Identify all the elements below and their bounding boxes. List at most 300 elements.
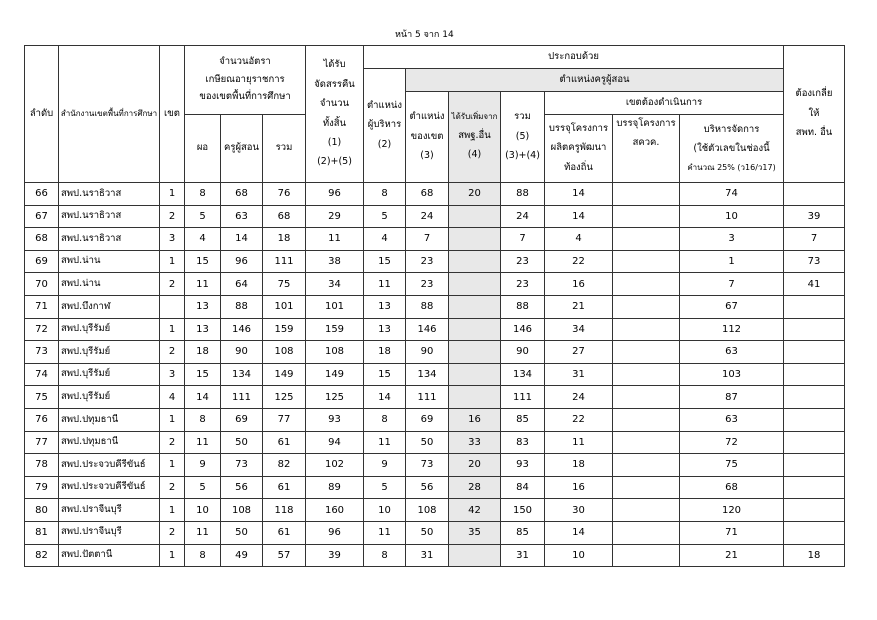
cell-zone-pos: 88 [406, 295, 449, 318]
cell-sum: 23 [501, 250, 545, 273]
cell-local: 4 [545, 228, 613, 251]
header-from-other-line-3: (4) [467, 149, 482, 161]
cell-office: สพป.นราธิวาส [59, 183, 160, 206]
cell-allocated: 108 [306, 341, 364, 364]
cell-office: สพป.ประจวบคีรีขันธ์ [59, 476, 160, 499]
cell-manage: 120 [680, 499, 784, 522]
cell-total: 61 [263, 476, 306, 499]
cell-director: 13 [185, 295, 221, 318]
header-redistribute-line-2: ให้ [808, 107, 820, 119]
cell-zone-pos: 68 [406, 183, 449, 206]
header-sum-line-2: (5) [515, 130, 530, 142]
cell-sum: 24 [501, 205, 545, 228]
cell-from-other [449, 228, 501, 251]
cell-from-other [449, 363, 501, 386]
cell-no: 66 [25, 183, 59, 206]
cell-zone: 1 [160, 408, 185, 431]
table-body [25, 183, 845, 567]
cell-zone-pos: 23 [406, 273, 449, 296]
cell-sakhw [613, 250, 680, 273]
cell-total: 68 [263, 205, 306, 228]
cell-zone: 2 [160, 205, 185, 228]
cell-teacher: 63 [221, 205, 263, 228]
cell-zone: 4 [160, 386, 185, 409]
cell-no: 82 [25, 544, 59, 567]
cell-admin: 13 [364, 295, 406, 318]
allocation-table [24, 45, 845, 567]
cell-sum: 88 [501, 295, 545, 318]
cell-total: 82 [263, 454, 306, 477]
header-sakhw-line-1: บรรจุโครงการ [616, 118, 676, 129]
cell-sum: 84 [501, 476, 545, 499]
cell-manage: 21 [680, 544, 784, 567]
table-row [25, 454, 845, 477]
cell-total: 149 [263, 363, 306, 386]
table-row [25, 521, 845, 544]
cell-from-other: 28 [449, 476, 501, 499]
cell-office: สพป.บุรีรัมย์ [59, 363, 160, 386]
cell-redistribute [784, 363, 845, 386]
cell-sum: 111 [501, 386, 545, 409]
cell-total: 57 [263, 544, 306, 567]
cell-no: 74 [25, 363, 59, 386]
header-allocated [306, 46, 364, 183]
cell-sum: 150 [501, 499, 545, 522]
cell-redistribute [784, 295, 845, 318]
header-allocated-line-5: (1) [327, 136, 342, 148]
header-from-other-line-1: ได้รับเพิ่มจาก [451, 112, 498, 122]
cell-manage: 63 [680, 408, 784, 431]
cell-sum: 31 [501, 544, 545, 567]
cell-total: 61 [263, 431, 306, 454]
cell-admin: 8 [364, 544, 406, 567]
header-zone-position [406, 92, 449, 183]
cell-manage: 103 [680, 363, 784, 386]
header-sum [501, 92, 545, 183]
cell-redistribute: 18 [784, 544, 845, 567]
cell-allocated: 160 [306, 499, 364, 522]
cell-manage: 67 [680, 295, 784, 318]
cell-manage: 68 [680, 476, 784, 499]
cell-local: 14 [545, 205, 613, 228]
table-row [25, 273, 845, 296]
cell-zone: 3 [160, 363, 185, 386]
cell-total: 77 [263, 408, 306, 431]
cell-zone-pos: 134 [406, 363, 449, 386]
cell-redistribute: 39 [784, 205, 845, 228]
header-admin-line-3: (2) [377, 138, 392, 150]
cell-director: 11 [185, 273, 221, 296]
cell-teacher: 73 [221, 454, 263, 477]
cell-office: สพป.ปราจีนบุรี [59, 499, 160, 522]
cell-director: 15 [185, 363, 221, 386]
cell-from-other [449, 250, 501, 273]
cell-sakhw [613, 544, 680, 567]
cell-manage: 1 [680, 250, 784, 273]
cell-local: 21 [545, 295, 613, 318]
cell-local: 14 [545, 183, 613, 206]
cell-no: 72 [25, 318, 59, 341]
cell-zone: 1 [160, 183, 185, 206]
cell-sakhw [613, 341, 680, 364]
cell-director: 11 [185, 521, 221, 544]
cell-no: 80 [25, 499, 59, 522]
cell-zone-pos: 73 [406, 454, 449, 477]
cell-zone: 2 [160, 431, 185, 454]
cell-admin: 13 [364, 318, 406, 341]
cell-no: 76 [25, 408, 59, 431]
cell-admin: 5 [364, 476, 406, 499]
cell-sum: 93 [501, 454, 545, 477]
cell-sakhw [613, 454, 680, 477]
header-retire-line-1: จำนวนอัตรา [219, 56, 271, 68]
cell-director: 10 [185, 499, 221, 522]
cell-sakhw [613, 408, 680, 431]
cell-sum: 85 [501, 521, 545, 544]
cell-redistribute [784, 386, 845, 409]
cell-sakhw [613, 228, 680, 251]
cell-redistribute: 41 [784, 273, 845, 296]
header-admin [364, 69, 406, 183]
header-teacher-position: ตำแหน่งครูผู้สอน [406, 69, 784, 92]
cell-zone-pos: 7 [406, 228, 449, 251]
cell-manage: 87 [680, 386, 784, 409]
cell-sum: 23 [501, 273, 545, 296]
header-retire-teacher: ครูผู้สอน [221, 115, 263, 183]
cell-director: 8 [185, 183, 221, 206]
cell-admin: 11 [364, 521, 406, 544]
header-zone-position-line-1: ตำแหน่ง [409, 111, 445, 123]
header-redistribute-line-1: ต้องเกลี่ย [795, 88, 833, 100]
cell-sakhw [613, 431, 680, 454]
cell-director: 8 [185, 544, 221, 567]
cell-from-other [449, 205, 501, 228]
page-number: หน้า 5 จาก 14 [395, 30, 454, 40]
cell-director: 9 [185, 454, 221, 477]
cell-total: 18 [263, 228, 306, 251]
cell-teacher: 69 [221, 408, 263, 431]
header-composed-of: ประกอบด้วย [364, 46, 784, 69]
cell-local: 24 [545, 386, 613, 409]
table-row [25, 544, 845, 567]
cell-manage: 63 [680, 341, 784, 364]
cell-redistribute [784, 408, 845, 431]
header-zone-position-line-3: (3) [420, 150, 434, 162]
cell-local: 10 [545, 544, 613, 567]
cell-no: 77 [25, 431, 59, 454]
header-retire-line-3: ของเขตพื้นที่การศึกษา [199, 91, 291, 103]
cell-zone-pos: 50 [406, 431, 449, 454]
cell-manage: 74 [680, 183, 784, 206]
cell-no: 75 [25, 386, 59, 409]
cell-manage: 75 [680, 454, 784, 477]
header-admin-line-2: ผู้บริหาร [367, 119, 402, 131]
cell-redistribute [784, 476, 845, 499]
header-order: ลำดับ [25, 46, 59, 183]
table-row [25, 431, 845, 454]
cell-redistribute [784, 454, 845, 477]
cell-local: 27 [545, 341, 613, 364]
cell-allocated: 102 [306, 454, 364, 477]
cell-redistribute: 7 [784, 228, 845, 251]
table-row [25, 386, 845, 409]
cell-office: สพป.ปทุมธานี [59, 408, 160, 431]
cell-allocated: 149 [306, 363, 364, 386]
cell-sum: 90 [501, 341, 545, 364]
table-row [25, 295, 845, 318]
cell-no: 79 [25, 476, 59, 499]
cell-office: สพป.บุรีรัมย์ [59, 341, 160, 364]
header-local-line-1: บรรจุโครงการ [548, 122, 609, 134]
cell-sum: 7 [501, 228, 545, 251]
header-allocated-line-4: ทั้งสิ้น [322, 117, 347, 129]
cell-from-other [449, 295, 501, 318]
cell-zone: 2 [160, 521, 185, 544]
cell-admin: 14 [364, 386, 406, 409]
cell-from-other [449, 341, 501, 364]
cell-zone-pos: 108 [406, 499, 449, 522]
cell-sakhw [613, 318, 680, 341]
cell-director: 5 [185, 476, 221, 499]
cell-manage: 72 [680, 431, 784, 454]
cell-teacher: 134 [221, 363, 263, 386]
cell-from-other: 33 [449, 431, 501, 454]
cell-no: 81 [25, 521, 59, 544]
cell-sakhw [613, 295, 680, 318]
cell-office: สพป.บุรีรัมย์ [59, 318, 160, 341]
cell-admin: 8 [364, 183, 406, 206]
cell-admin: 11 [364, 273, 406, 296]
cell-zone [160, 295, 185, 318]
cell-office: สพป.นราธิวาส [59, 228, 160, 251]
cell-office: สพป.ประจวบคีรีขันธ์ [59, 454, 160, 477]
table-row [25, 408, 845, 431]
cell-total: 61 [263, 521, 306, 544]
header-manage-note: คำนวณ 25% (ว16/ว17) [687, 162, 776, 172]
cell-teacher: 50 [221, 431, 263, 454]
cell-total: 125 [263, 386, 306, 409]
cell-manage: 10 [680, 205, 784, 228]
cell-teacher: 108 [221, 499, 263, 522]
cell-admin: 15 [364, 250, 406, 273]
table-row [25, 363, 845, 386]
cell-admin: 18 [364, 341, 406, 364]
header-retire-group [185, 46, 306, 115]
cell-sum: 83 [501, 431, 545, 454]
cell-local: 34 [545, 318, 613, 341]
cell-office: สพป.น่าน [59, 273, 160, 296]
header-sum-line-1: รวม [514, 111, 531, 123]
cell-no: 67 [25, 205, 59, 228]
cell-teacher: 111 [221, 386, 263, 409]
table-row [25, 341, 845, 364]
cell-zone: 1 [160, 250, 185, 273]
cell-from-other: 20 [449, 183, 501, 206]
cell-redistribute [784, 183, 845, 206]
cell-zone-pos: 23 [406, 250, 449, 273]
cell-local: 22 [545, 250, 613, 273]
header-allocated-line-6: (2)+(5) [317, 156, 352, 168]
cell-from-other: 16 [449, 408, 501, 431]
cell-teacher: 49 [221, 544, 263, 567]
cell-zone: 1 [160, 454, 185, 477]
cell-local: 22 [545, 408, 613, 431]
header-sakhw [613, 115, 680, 183]
cell-teacher: 56 [221, 476, 263, 499]
header-from-other-line-2: สพฐ.อื่น [458, 129, 491, 141]
cell-sum: 146 [501, 318, 545, 341]
cell-zone-pos: 90 [406, 341, 449, 364]
cell-office: สพป.บึงกาฬ [59, 295, 160, 318]
cell-total: 159 [263, 318, 306, 341]
cell-local: 16 [545, 476, 613, 499]
cell-office: สพป.ปทุมธานี [59, 431, 160, 454]
cell-sum: 85 [501, 408, 545, 431]
cell-director: 13 [185, 318, 221, 341]
header-retire-director: ผอ [185, 115, 221, 183]
cell-admin: 15 [364, 363, 406, 386]
table-row [25, 205, 845, 228]
cell-sum: 134 [501, 363, 545, 386]
cell-office: สพป.ปราจีนบุรี [59, 521, 160, 544]
cell-zone-pos: 50 [406, 521, 449, 544]
cell-sakhw [613, 499, 680, 522]
cell-admin: 9 [364, 454, 406, 477]
cell-allocated: 94 [306, 431, 364, 454]
header-office: สำนักงานเขตพื้นที่การศึกษา [59, 46, 160, 183]
cell-teacher: 88 [221, 295, 263, 318]
cell-from-other: 35 [449, 521, 501, 544]
table-row [25, 499, 845, 522]
header-manage [680, 115, 784, 183]
header-zone-position-line-2: ของเขต [410, 130, 444, 142]
cell-total: 75 [263, 273, 306, 296]
cell-redistribute [784, 341, 845, 364]
header-zone-must: เขตต้องดำเนินการ [545, 92, 784, 115]
cell-redistribute [784, 431, 845, 454]
cell-allocated: 96 [306, 521, 364, 544]
cell-allocated: 89 [306, 476, 364, 499]
table-row [25, 476, 845, 499]
cell-local: 30 [545, 499, 613, 522]
cell-sakhw [613, 183, 680, 206]
table-row [25, 318, 845, 341]
cell-teacher: 14 [221, 228, 263, 251]
header-sakhw-line-2: สควค. [632, 137, 660, 149]
cell-no: 71 [25, 295, 59, 318]
cell-zone-pos: 56 [406, 476, 449, 499]
cell-local: 14 [545, 521, 613, 544]
cell-zone: 1 [160, 318, 185, 341]
cell-zone: 2 [160, 273, 185, 296]
cell-allocated: 11 [306, 228, 364, 251]
cell-sakhw [613, 205, 680, 228]
cell-redistribute: 73 [784, 250, 845, 273]
cell-zone: 1 [160, 544, 185, 567]
cell-office: สพป.นราธิวาส [59, 205, 160, 228]
cell-total: 101 [263, 295, 306, 318]
cell-no: 69 [25, 250, 59, 273]
cell-sakhw [613, 386, 680, 409]
cell-director: 4 [185, 228, 221, 251]
cell-teacher: 64 [221, 273, 263, 296]
table-row [25, 228, 845, 251]
cell-allocated: 29 [306, 205, 364, 228]
cell-sakhw [613, 476, 680, 499]
cell-zone: 1 [160, 499, 185, 522]
cell-local: 31 [545, 363, 613, 386]
header-retire-line-2: เกษียณอายุราชการ [205, 73, 285, 85]
cell-manage: 71 [680, 521, 784, 544]
cell-no: 73 [25, 341, 59, 364]
cell-zone-pos: 24 [406, 205, 449, 228]
cell-from-other [449, 544, 501, 567]
cell-teacher: 50 [221, 521, 263, 544]
cell-from-other [449, 318, 501, 341]
cell-allocated: 38 [306, 250, 364, 273]
cell-allocated: 39 [306, 544, 364, 567]
cell-allocated: 101 [306, 295, 364, 318]
cell-redistribute [784, 318, 845, 341]
cell-office: สพป.บุรีรัมย์ [59, 386, 160, 409]
cell-manage: 7 [680, 273, 784, 296]
cell-total: 118 [263, 499, 306, 522]
cell-from-other [449, 273, 501, 296]
header-sum-line-3: (3)+(4) [505, 150, 540, 162]
cell-office: สพป.น่าน [59, 250, 160, 273]
cell-local: 16 [545, 273, 613, 296]
header-local-line-3: ท้องถิ่น [564, 161, 593, 173]
cell-admin: 8 [364, 408, 406, 431]
cell-director: 5 [185, 205, 221, 228]
header-allocated-line-1: ได้รับ [323, 59, 346, 71]
cell-no: 68 [25, 228, 59, 251]
cell-sakhw [613, 363, 680, 386]
cell-local: 18 [545, 454, 613, 477]
cell-zone: 3 [160, 228, 185, 251]
cell-manage: 112 [680, 318, 784, 341]
cell-manage: 3 [680, 228, 784, 251]
cell-admin: 4 [364, 228, 406, 251]
cell-director: 8 [185, 408, 221, 431]
cell-allocated: 96 [306, 183, 364, 206]
cell-from-other: 42 [449, 499, 501, 522]
cell-zone-pos: 31 [406, 544, 449, 567]
cell-sakhw [613, 521, 680, 544]
cell-teacher: 96 [221, 250, 263, 273]
table-row [25, 250, 845, 273]
header-manage-line-2: (ใช้ตัวเลขในช่องนี้ [693, 143, 770, 155]
cell-from-other [449, 386, 501, 409]
cell-allocated: 159 [306, 318, 364, 341]
cell-allocated: 93 [306, 408, 364, 431]
cell-sakhw [613, 273, 680, 296]
cell-redistribute [784, 499, 845, 522]
header-retire-total: รวม [263, 115, 306, 183]
cell-zone: 2 [160, 476, 185, 499]
header-allocated-line-2: จัดสรรคืน [314, 78, 355, 90]
cell-zone-pos: 111 [406, 386, 449, 409]
cell-teacher: 146 [221, 318, 263, 341]
header-redistribute-line-3: สพท. อื่น [795, 127, 833, 139]
cell-zone-pos: 69 [406, 408, 449, 431]
cell-zone-pos: 146 [406, 318, 449, 341]
cell-redistribute [784, 521, 845, 544]
cell-no: 78 [25, 454, 59, 477]
cell-office: สพป.ปัตตานี [59, 544, 160, 567]
cell-director: 14 [185, 386, 221, 409]
cell-total: 108 [263, 341, 306, 364]
